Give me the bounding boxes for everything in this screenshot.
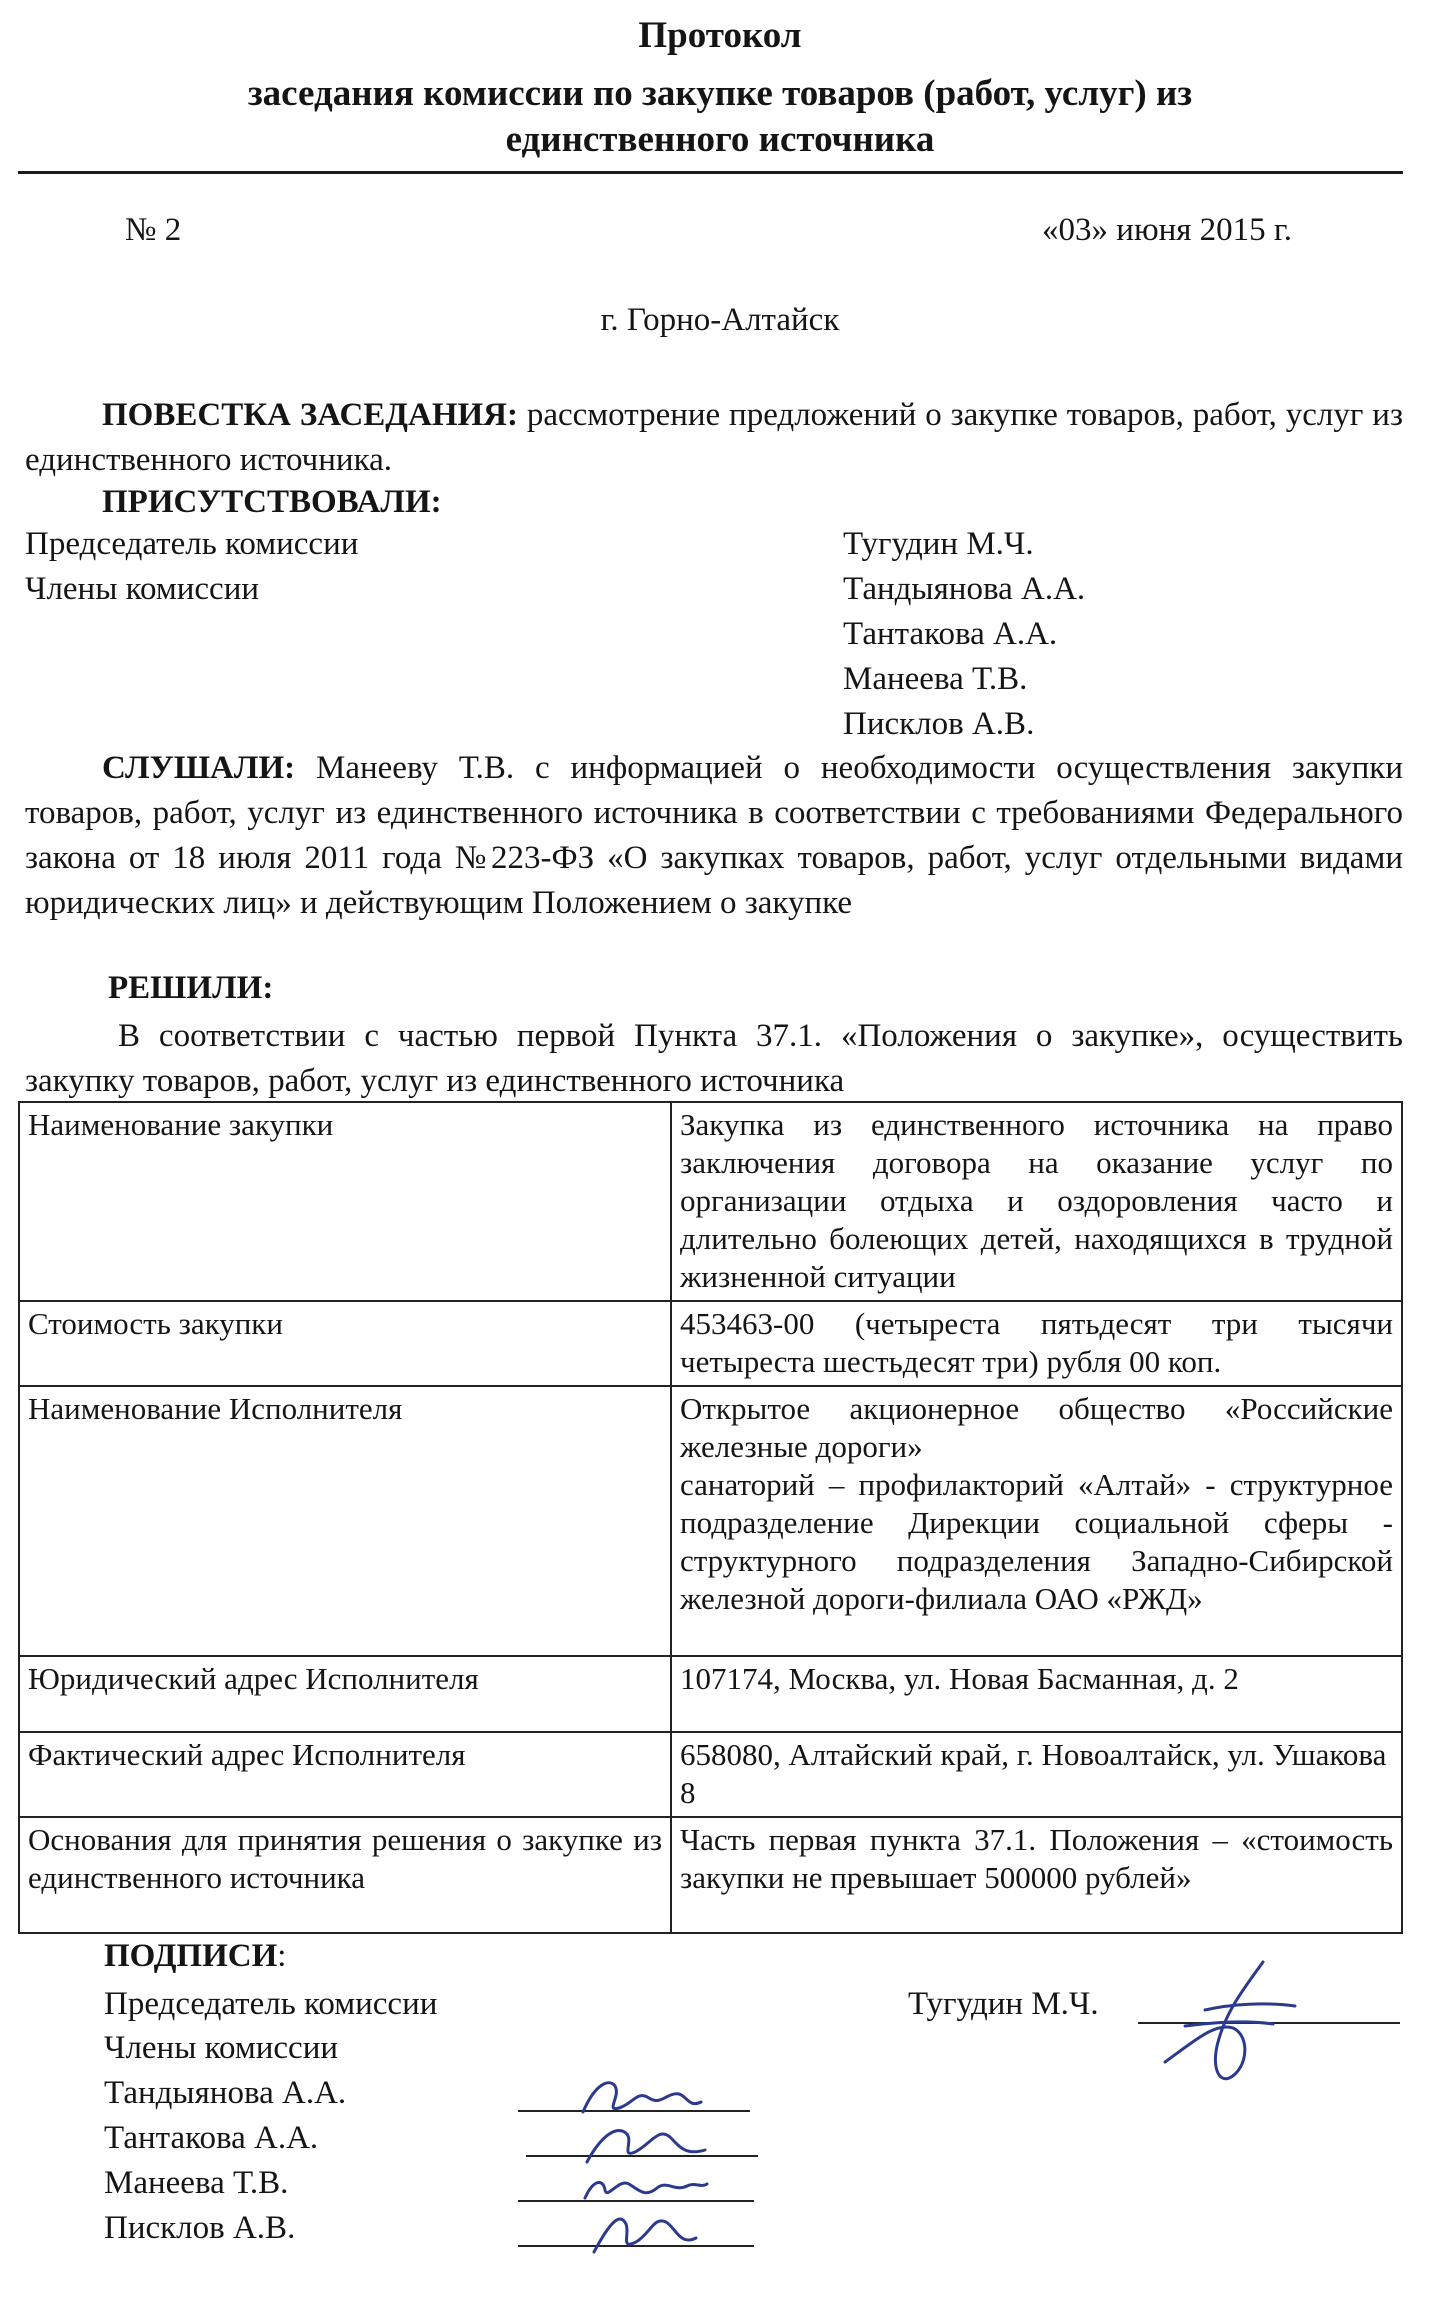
signatures-member-3: Манеева Т.В. xyxy=(104,2165,289,2201)
present-member-2: Тантакова А.А. xyxy=(843,616,1058,652)
table-value: 453463-00 (четыреста пятьдесят три тысячи четыреста шестьдесят три) рубля 00 коп. xyxy=(671,1301,1402,1386)
document-title: Протокол xyxy=(638,15,802,56)
signatures-chair-label: Председатель комиссии xyxy=(104,1986,438,2022)
heard-text: Манееву Т.В. с информацией о необходимости осуществления закупки товаров, работ, услуг из единственного источника в соответствии с требованиями Федерального закона от 18 июля 2011 года №223-ФЗ «О закупках товаров, работ, услуг отдельными видами юридических лиц» и действующим Положением о закупке xyxy=(25,750,1403,921)
title-divider xyxy=(18,171,1403,174)
present-chair-name: Тугудин М.Ч. xyxy=(843,526,1034,562)
present-member-1: Тандыянова А.А. xyxy=(843,571,1086,607)
signatures-heading: ПОДПИСИ: xyxy=(104,1938,287,1974)
heard-label: СЛУШАЛИ: xyxy=(102,750,296,786)
executor-subdivision: санаторий – профилакторий «Алтай» - структурное подразделение Дирекции социальной сферы - структурного подразделения Западно-Сибирской железной дороги-филиала ОАО «РЖД» xyxy=(680,1467,1393,1616)
table-value: Закупка из единственного источника на право заключения договора на оказание услуг по организации отдыха и оздоровления часто и длительно болеющих детей, находящихся в трудной жизненной ситуации xyxy=(671,1102,1402,1301)
protocol-date: «03» июня 2015 г. xyxy=(1042,212,1292,248)
table-key: Фактический адрес Исполнителя xyxy=(19,1732,671,1817)
table-row xyxy=(19,1656,1402,1732)
table-key: Юридический адрес Исполнителя xyxy=(19,1656,671,1732)
table-value: 107174, Москва, ул. Новая Басманная, д. 2 xyxy=(671,1656,1402,1732)
table-key: Наименование Исполнителя xyxy=(19,1386,671,1656)
agenda-text: рассмотрение предложений о закупке товаров, работ, услуг из единственного источника. xyxy=(25,397,1403,478)
heard-paragraph xyxy=(25,746,1403,926)
signatures-member-4: Писклов А.В. xyxy=(104,2210,296,2246)
decided-paragraph: В соответствии с частью первой Пункта 37.1. «Положения о закупке», осуществить закупку товаров, работ, услуг из единственного источника xyxy=(25,1018,1403,1099)
table-row xyxy=(19,1301,1402,1386)
signatures-member-1: Тандыянова А.А. xyxy=(104,2075,347,2111)
procurement-table xyxy=(18,1101,1403,1934)
table-value xyxy=(671,1386,1402,1656)
table-key: Основания для принятия решения о закупке из единственного источника xyxy=(19,1817,671,1933)
table-row xyxy=(19,1102,1402,1301)
chair-signature-icon xyxy=(1145,1950,1305,2100)
signatures-members-label: Члены комиссии xyxy=(104,2030,339,2066)
signatures-member-2: Тантакова А.А. xyxy=(104,2120,319,2156)
present-members-label: Члены комиссии xyxy=(25,571,260,607)
document-subtitle-line1: заседания комиссии по закупке товаров (работ, услуг) из xyxy=(247,73,1193,114)
present-chair-label: Председатель комиссии xyxy=(25,526,359,562)
present-heading: ПРИСУТСТВОВАЛИ: xyxy=(102,484,442,520)
table-key: Стоимость закупки xyxy=(19,1301,671,1386)
decided-heading: РЕШИЛИ: xyxy=(108,970,274,1006)
member-4-signature-icon xyxy=(580,2202,710,2262)
table-key: Наименование закупки xyxy=(19,1102,671,1301)
present-member-3: Манеева Т.В. xyxy=(843,661,1028,697)
executor-name: Открытое акционерное общество «Российские железные дороги» xyxy=(680,1391,1393,1464)
present-member-4: Писклов А.В. xyxy=(843,706,1035,742)
signatures-chair-name: Тугудин М.Ч. xyxy=(908,1986,1099,2022)
protocol-number: № 2 xyxy=(125,212,182,248)
table-row xyxy=(19,1386,1402,1656)
table-row xyxy=(19,1732,1402,1817)
agenda-paragraph xyxy=(25,393,1403,483)
agenda-label: ПОВЕСТКА ЗАСЕДАНИЯ: xyxy=(102,397,518,433)
table-value: Часть первая пункта 37.1. Положения – «стоимость закупки не превышает 500000 рублей» xyxy=(671,1817,1402,1933)
city: г. Горно-Алтайск xyxy=(600,302,840,338)
table-row xyxy=(19,1817,1402,1933)
table-value: 658080, Алтайский край, г. Новоалтайск, ул. Ушакова 8 xyxy=(671,1732,1402,1817)
document-subtitle-line2: единственного источника xyxy=(505,119,935,160)
